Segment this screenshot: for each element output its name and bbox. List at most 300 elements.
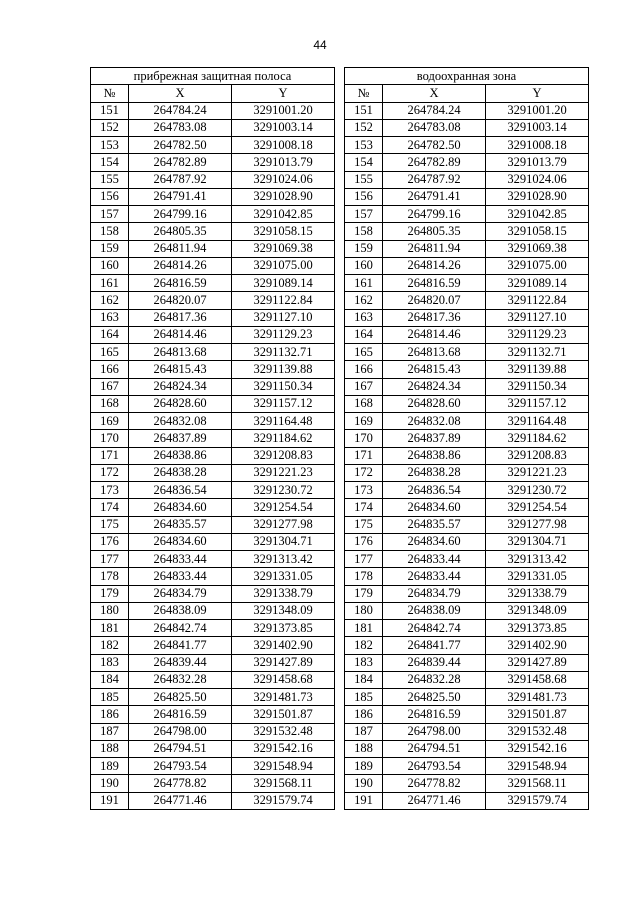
- left-cell-x: 264832.08: [129, 413, 232, 430]
- table-gap: [335, 654, 345, 671]
- right-cell-x: 264782.89: [383, 154, 486, 171]
- right-cell-y: 3291058.15: [486, 223, 589, 240]
- right-cell-x: 264835.57: [383, 516, 486, 533]
- left-cell-x: 264836.54: [129, 482, 232, 499]
- left-cell-x: 264817.36: [129, 309, 232, 326]
- left-cell-num: 181: [91, 620, 129, 637]
- table-gap: [335, 740, 345, 757]
- left-cell-num: 159: [91, 240, 129, 257]
- right-cell-x: 264820.07: [383, 292, 486, 309]
- left-cell-num: 153: [91, 137, 129, 154]
- right-cell-x: 264791.41: [383, 188, 486, 205]
- table-gap: [335, 413, 345, 430]
- right-cell-x: 264783.08: [383, 119, 486, 136]
- right-cell-x: 264824.34: [383, 378, 486, 395]
- left-cell-num: 158: [91, 223, 129, 240]
- left-cell-x: 264838.09: [129, 602, 232, 619]
- right-cell-num: 177: [345, 551, 383, 568]
- right-cell-x: 264778.82: [383, 775, 486, 792]
- right-cell-num: 151: [345, 102, 383, 119]
- right-cell-y: 3291542.16: [486, 740, 589, 757]
- right-cell-num: 178: [345, 568, 383, 585]
- table-row: [91, 378, 589, 395]
- right-cell-y: 3291001.20: [486, 102, 589, 119]
- right-cell-x: 264834.60: [383, 533, 486, 550]
- right-cell-y: 3291338.79: [486, 585, 589, 602]
- table-gap: [335, 240, 345, 257]
- table-gap: [335, 585, 345, 602]
- left-cell-num: 176: [91, 533, 129, 550]
- left-cell-num: 160: [91, 257, 129, 274]
- table-row: [91, 533, 589, 550]
- left-cell-y: 3291230.72: [232, 482, 335, 499]
- left-cell-num: 151: [91, 102, 129, 119]
- right-header-num: №: [345, 85, 383, 102]
- right-cell-num: 157: [345, 206, 383, 223]
- left-header-num: №: [91, 85, 129, 102]
- table-gap: [335, 137, 345, 154]
- left-cell-x: 264794.51: [129, 740, 232, 757]
- right-cell-y: 3291008.18: [486, 137, 589, 154]
- left-cell-y: 3291402.90: [232, 637, 335, 654]
- left-cell-y: 3291579.74: [232, 792, 335, 809]
- left-cell-num: 154: [91, 154, 129, 171]
- left-cell-y: 3291184.62: [232, 430, 335, 447]
- table-row: [91, 275, 589, 292]
- left-cell-y: 3291254.54: [232, 499, 335, 516]
- left-cell-y: 3291132.71: [232, 344, 335, 361]
- right-cell-num: 168: [345, 395, 383, 412]
- left-cell-num: 177: [91, 551, 129, 568]
- left-cell-num: 188: [91, 740, 129, 757]
- left-cell-x: 264833.44: [129, 551, 232, 568]
- right-cell-num: 191: [345, 792, 383, 809]
- right-cell-x: 264816.59: [383, 706, 486, 723]
- right-cell-y: 3291024.06: [486, 171, 589, 188]
- left-cell-y: 3291008.18: [232, 137, 335, 154]
- table-row: [91, 689, 589, 706]
- right-cell-y: 3291348.09: [486, 602, 589, 619]
- left-cell-num: 166: [91, 361, 129, 378]
- table-gap: [335, 499, 345, 516]
- table-gap: [335, 775, 345, 792]
- table-row: [91, 723, 589, 740]
- right-cell-num: 169: [345, 413, 383, 430]
- right-cell-num: 172: [345, 464, 383, 481]
- left-cell-y: 3291089.14: [232, 275, 335, 292]
- left-cell-y: 3291313.42: [232, 551, 335, 568]
- right-cell-x: 264816.59: [383, 275, 486, 292]
- right-cell-x: 264817.36: [383, 309, 486, 326]
- left-cell-x: 264820.07: [129, 292, 232, 309]
- left-cell-x: 264816.59: [129, 706, 232, 723]
- left-cell-x: 264842.74: [129, 620, 232, 637]
- right-cell-x: 264815.43: [383, 361, 486, 378]
- left-cell-y: 3291277.98: [232, 516, 335, 533]
- right-cell-y: 3291230.72: [486, 482, 589, 499]
- left-cell-x: 264839.44: [129, 654, 232, 671]
- left-cell-y: 3291058.15: [232, 223, 335, 240]
- right-cell-num: 155: [345, 171, 383, 188]
- left-cell-x: 264834.60: [129, 533, 232, 550]
- left-cell-num: 182: [91, 637, 129, 654]
- right-cell-y: 3291164.48: [486, 413, 589, 430]
- right-cell-num: 181: [345, 620, 383, 637]
- right-cell-y: 3291331.05: [486, 568, 589, 585]
- table-row: [91, 223, 589, 240]
- right-cell-y: 3291313.42: [486, 551, 589, 568]
- table-row: [91, 568, 589, 585]
- right-cell-y: 3291003.14: [486, 119, 589, 136]
- right-cell-x: 264814.46: [383, 326, 486, 343]
- table-row: [91, 309, 589, 326]
- left-cell-x: 264828.60: [129, 395, 232, 412]
- right-cell-y: 3291129.23: [486, 326, 589, 343]
- table-gap: [335, 602, 345, 619]
- left-cell-x: 264814.46: [129, 326, 232, 343]
- table-gap: [335, 533, 345, 550]
- left-cell-y: 3291001.20: [232, 102, 335, 119]
- table-row: [91, 671, 589, 688]
- right-cell-x: 264832.28: [383, 671, 486, 688]
- left-cell-x: 264813.68: [129, 344, 232, 361]
- table-gap: [335, 326, 345, 343]
- right-cell-y: 3291139.88: [486, 361, 589, 378]
- left-cell-num: 156: [91, 188, 129, 205]
- left-cell-num: 164: [91, 326, 129, 343]
- left-cell-num: 173: [91, 482, 129, 499]
- right-cell-num: 164: [345, 326, 383, 343]
- left-cell-x: 264771.46: [129, 792, 232, 809]
- left-cell-y: 3291157.12: [232, 395, 335, 412]
- table-row: [91, 551, 589, 568]
- table-gap: [335, 119, 345, 136]
- right-cell-num: 165: [345, 344, 383, 361]
- right-cell-y: 3291254.54: [486, 499, 589, 516]
- right-cell-y: 3291028.90: [486, 188, 589, 205]
- right-cell-num: 186: [345, 706, 383, 723]
- left-cell-x: 264841.77: [129, 637, 232, 654]
- right-cell-x: 264793.54: [383, 758, 486, 775]
- left-cell-y: 3291548.94: [232, 758, 335, 775]
- right-cell-x: 264798.00: [383, 723, 486, 740]
- left-cell-y: 3291338.79: [232, 585, 335, 602]
- left-cell-y: 3291069.38: [232, 240, 335, 257]
- table-gap: [335, 395, 345, 412]
- right-cell-num: 188: [345, 740, 383, 757]
- right-cell-x: 264842.74: [383, 620, 486, 637]
- left-cell-x: 264824.34: [129, 378, 232, 395]
- left-cell-num: 172: [91, 464, 129, 481]
- right-cell-y: 3291221.23: [486, 464, 589, 481]
- table-row: [91, 188, 589, 205]
- left-cell-y: 3291127.10: [232, 309, 335, 326]
- right-header-y: Y: [486, 85, 589, 102]
- left-cell-num: 179: [91, 585, 129, 602]
- right-cell-y: 3291548.94: [486, 758, 589, 775]
- table-gap: [335, 188, 345, 205]
- left-cell-num: 157: [91, 206, 129, 223]
- right-cell-y: 3291277.98: [486, 516, 589, 533]
- left-cell-x: 264787.92: [129, 171, 232, 188]
- right-cell-num: 158: [345, 223, 383, 240]
- table-row: [91, 361, 589, 378]
- left-cell-num: 190: [91, 775, 129, 792]
- right-cell-y: 3291208.83: [486, 447, 589, 464]
- left-cell-y: 3291208.83: [232, 447, 335, 464]
- right-cell-y: 3291013.79: [486, 154, 589, 171]
- right-cell-x: 264787.92: [383, 171, 486, 188]
- table-gap: [335, 758, 345, 775]
- right-cell-num: 179: [345, 585, 383, 602]
- table-gap: [335, 551, 345, 568]
- left-cell-num: 174: [91, 499, 129, 516]
- right-cell-x: 264839.44: [383, 654, 486, 671]
- left-cell-x: 264782.89: [129, 154, 232, 171]
- left-cell-y: 3291348.09: [232, 602, 335, 619]
- right-cell-num: 185: [345, 689, 383, 706]
- left-cell-y: 3291024.06: [232, 171, 335, 188]
- right-cell-x: 264833.44: [383, 568, 486, 585]
- left-cell-num: 167: [91, 378, 129, 395]
- right-cell-num: 161: [345, 275, 383, 292]
- table-row: [91, 585, 589, 602]
- right-cell-x: 264837.89: [383, 430, 486, 447]
- left-cell-x: 264814.26: [129, 257, 232, 274]
- left-cell-x: 264837.89: [129, 430, 232, 447]
- table-gap: [335, 430, 345, 447]
- left-cell-num: 168: [91, 395, 129, 412]
- right-cell-num: 183: [345, 654, 383, 671]
- right-cell-y: 3291069.38: [486, 240, 589, 257]
- right-cell-num: 190: [345, 775, 383, 792]
- left-cell-x: 264805.35: [129, 223, 232, 240]
- table-gap: [335, 171, 345, 188]
- table-gap: [335, 154, 345, 171]
- table-row: [91, 758, 589, 775]
- left-cell-num: 165: [91, 344, 129, 361]
- right-cell-x: 264834.79: [383, 585, 486, 602]
- right-cell-num: 182: [345, 637, 383, 654]
- table-row: [91, 154, 589, 171]
- left-cell-x: 264784.24: [129, 102, 232, 119]
- left-cell-y: 3291501.87: [232, 706, 335, 723]
- table-gap: [335, 102, 345, 119]
- left-cell-x: 264815.43: [129, 361, 232, 378]
- coordinates-table: [90, 67, 589, 810]
- table-row: [91, 171, 589, 188]
- right-cell-y: 3291184.62: [486, 430, 589, 447]
- table-row: [91, 637, 589, 654]
- right-cell-x: 264805.35: [383, 223, 486, 240]
- right-cell-y: 3291304.71: [486, 533, 589, 550]
- right-cell-y: 3291532.48: [486, 723, 589, 740]
- left-cell-y: 3291427.89: [232, 654, 335, 671]
- right-cell-num: 166: [345, 361, 383, 378]
- table-row: [91, 119, 589, 136]
- left-cell-y: 3291532.48: [232, 723, 335, 740]
- right-cell-num: 154: [345, 154, 383, 171]
- left-header-y: Y: [232, 85, 335, 102]
- right-cell-y: 3291075.00: [486, 257, 589, 274]
- left-cell-num: 184: [91, 671, 129, 688]
- table-gap: [335, 257, 345, 274]
- table-row: [91, 430, 589, 447]
- table-header-row: [91, 85, 589, 102]
- right-cell-x: 264828.60: [383, 395, 486, 412]
- table-row: [91, 740, 589, 757]
- left-cell-x: 264834.60: [129, 499, 232, 516]
- right-cell-y: 3291481.73: [486, 689, 589, 706]
- table-row: [91, 344, 589, 361]
- table-gap: [335, 792, 345, 809]
- table-gap: [335, 568, 345, 585]
- left-cell-y: 3291221.23: [232, 464, 335, 481]
- left-cell-y: 3291013.79: [232, 154, 335, 171]
- right-cell-y: 3291127.10: [486, 309, 589, 326]
- table-row: [91, 102, 589, 119]
- right-header-x: X: [383, 85, 486, 102]
- left-cell-y: 3291003.14: [232, 119, 335, 136]
- left-cell-x: 264778.82: [129, 775, 232, 792]
- left-cell-y: 3291139.88: [232, 361, 335, 378]
- left-cell-y: 3291331.05: [232, 568, 335, 585]
- right-cell-num: 153: [345, 137, 383, 154]
- left-cell-y: 3291150.34: [232, 378, 335, 395]
- left-cell-num: 189: [91, 758, 129, 775]
- right-cell-y: 3291568.11: [486, 775, 589, 792]
- right-cell-x: 264838.86: [383, 447, 486, 464]
- table-row: [91, 326, 589, 343]
- right-cell-num: 176: [345, 533, 383, 550]
- right-cell-y: 3291458.68: [486, 671, 589, 688]
- left-cell-num: 161: [91, 275, 129, 292]
- table-gap: [335, 637, 345, 654]
- left-cell-x: 264838.86: [129, 447, 232, 464]
- left-cell-x: 264833.44: [129, 568, 232, 585]
- right-cell-num: 156: [345, 188, 383, 205]
- right-cell-num: 175: [345, 516, 383, 533]
- right-cell-x: 264834.60: [383, 499, 486, 516]
- table-gap: [335, 206, 345, 223]
- table-row: [91, 206, 589, 223]
- table-row: [91, 240, 589, 257]
- right-cell-y: 3291501.87: [486, 706, 589, 723]
- table-gap: [335, 361, 345, 378]
- left-cell-x: 264816.59: [129, 275, 232, 292]
- table-row: [91, 706, 589, 723]
- table-row: [91, 654, 589, 671]
- left-cell-x: 264825.50: [129, 689, 232, 706]
- table-gap: [335, 464, 345, 481]
- table-gap: [335, 68, 345, 85]
- left-cell-x: 264798.00: [129, 723, 232, 740]
- left-cell-num: 180: [91, 602, 129, 619]
- right-cell-x: 264838.28: [383, 464, 486, 481]
- right-cell-x: 264825.50: [383, 689, 486, 706]
- left-cell-y: 3291568.11: [232, 775, 335, 792]
- table-row: [91, 257, 589, 274]
- right-cell-num: 180: [345, 602, 383, 619]
- left-cell-num: 162: [91, 292, 129, 309]
- table-row: [91, 516, 589, 533]
- left-cell-num: 178: [91, 568, 129, 585]
- table-row: [91, 447, 589, 464]
- right-cell-num: 184: [345, 671, 383, 688]
- left-cell-num: 152: [91, 119, 129, 136]
- table-gap: [335, 620, 345, 637]
- table-body: [91, 102, 589, 809]
- table-gap: [335, 723, 345, 740]
- table-gap: [335, 447, 345, 464]
- table-row: [91, 292, 589, 309]
- table-gap: [335, 223, 345, 240]
- table-gap: [335, 275, 345, 292]
- left-cell-y: 3291481.73: [232, 689, 335, 706]
- left-cell-y: 3291028.90: [232, 188, 335, 205]
- table-gap: [335, 309, 345, 326]
- left-cell-y: 3291373.85: [232, 620, 335, 637]
- table-row: [91, 620, 589, 637]
- left-cell-y: 3291458.68: [232, 671, 335, 688]
- right-cell-x: 264794.51: [383, 740, 486, 757]
- table-row: [91, 413, 589, 430]
- right-cell-num: 189: [345, 758, 383, 775]
- left-section-title: прибрежная защитная полоса: [91, 68, 335, 85]
- right-cell-y: 3291427.89: [486, 654, 589, 671]
- right-cell-num: 174: [345, 499, 383, 516]
- table-row: [91, 482, 589, 499]
- left-cell-x: 264834.79: [129, 585, 232, 602]
- table-row: [91, 792, 589, 809]
- table-gap: [335, 516, 345, 533]
- left-cell-num: 183: [91, 654, 129, 671]
- right-cell-num: 167: [345, 378, 383, 395]
- table-gap: [335, 378, 345, 395]
- table-row: [91, 464, 589, 481]
- right-cell-y: 3291579.74: [486, 792, 589, 809]
- right-cell-num: 163: [345, 309, 383, 326]
- right-cell-y: 3291042.85: [486, 206, 589, 223]
- right-cell-x: 264771.46: [383, 792, 486, 809]
- table-row: [91, 395, 589, 412]
- right-cell-x: 264784.24: [383, 102, 486, 119]
- left-cell-num: 163: [91, 309, 129, 326]
- right-cell-x: 264841.77: [383, 637, 486, 654]
- left-cell-num: 170: [91, 430, 129, 447]
- left-cell-x: 264838.28: [129, 464, 232, 481]
- right-cell-y: 3291150.34: [486, 378, 589, 395]
- table-gap: [335, 671, 345, 688]
- left-cell-x: 264793.54: [129, 758, 232, 775]
- left-cell-num: 169: [91, 413, 129, 430]
- right-cell-x: 264833.44: [383, 551, 486, 568]
- left-cell-num: 191: [91, 792, 129, 809]
- table-row: [91, 137, 589, 154]
- right-cell-num: 173: [345, 482, 383, 499]
- right-cell-y: 3291373.85: [486, 620, 589, 637]
- right-cell-x: 264811.94: [383, 240, 486, 257]
- left-header-x: X: [129, 85, 232, 102]
- right-cell-y: 3291122.84: [486, 292, 589, 309]
- right-section-title: водоохранная зона: [345, 68, 589, 85]
- right-cell-y: 3291402.90: [486, 637, 589, 654]
- table-gap: [335, 292, 345, 309]
- table-row: [91, 499, 589, 516]
- left-cell-x: 264835.57: [129, 516, 232, 533]
- right-cell-num: 187: [345, 723, 383, 740]
- right-cell-x: 264813.68: [383, 344, 486, 361]
